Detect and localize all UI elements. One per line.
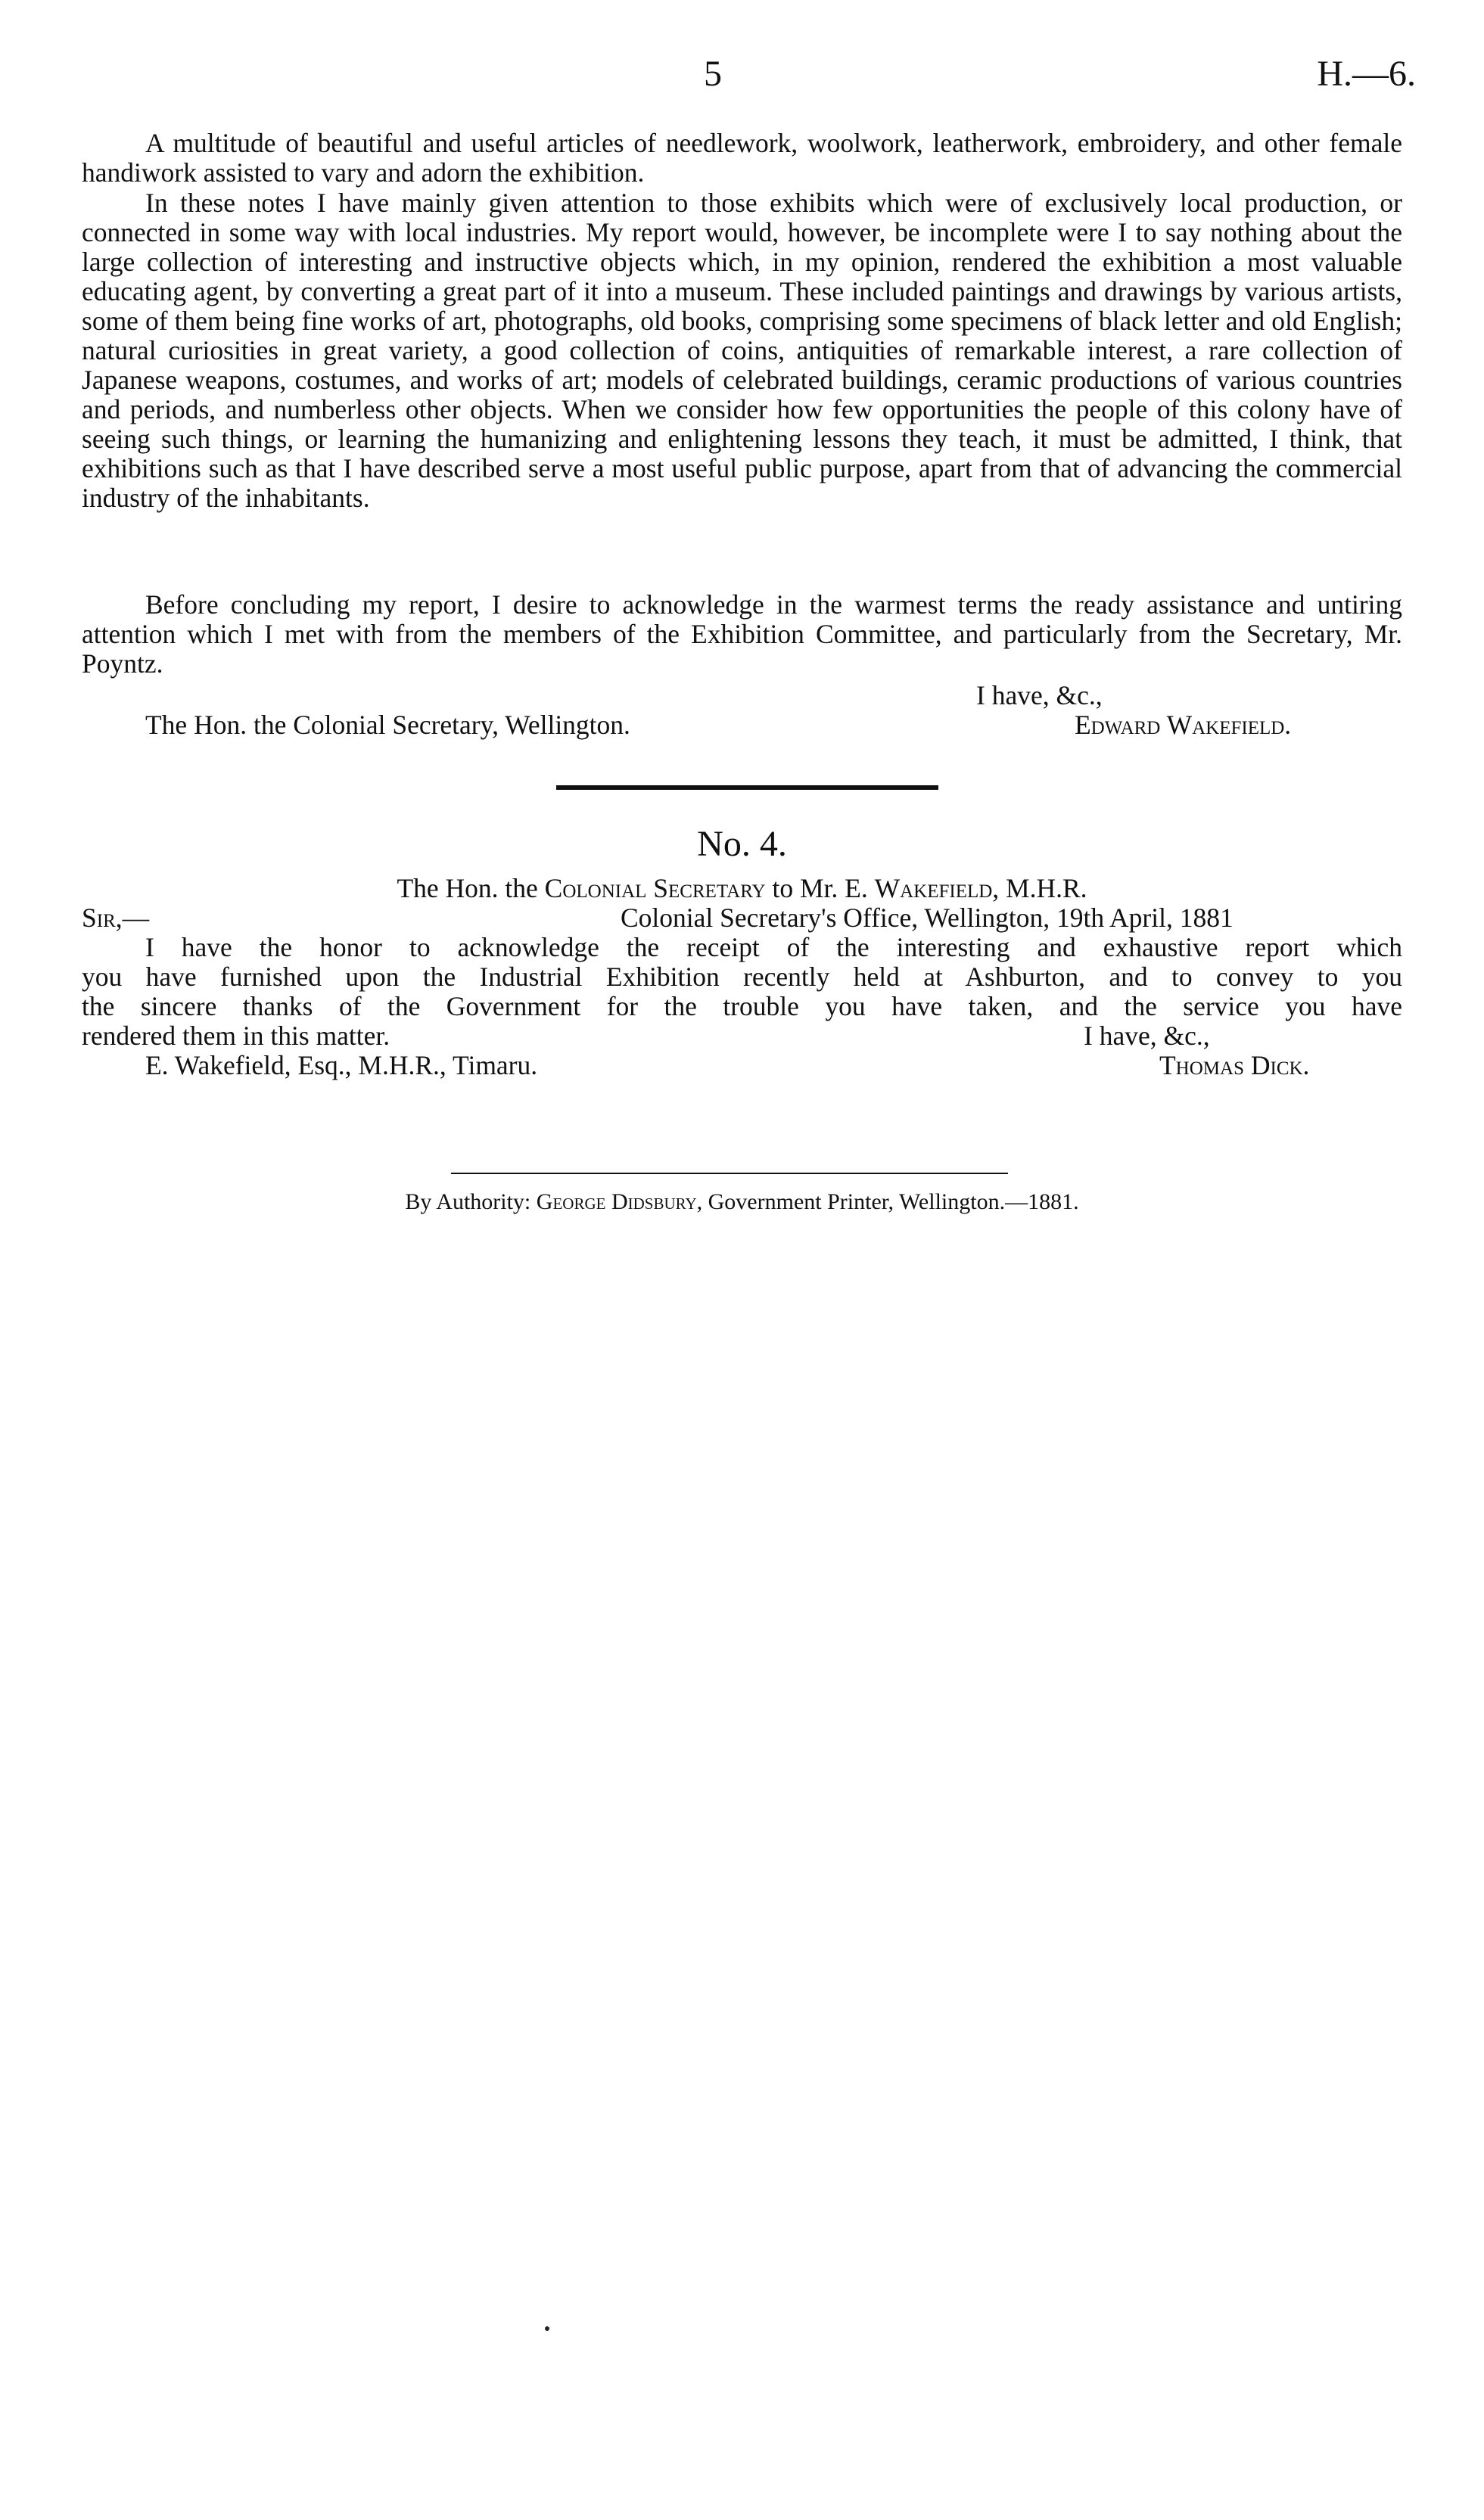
subheading-prefix: The Hon. the — [397, 873, 538, 903]
section-subheading — [0, 872, 1484, 904]
letter-line: I have the honor to acknowledge the receipt of the interesting and exhaustive report which — [145, 932, 1402, 962]
printer-imprint — [0, 1189, 1484, 1215]
letter-line: the sincere thanks of the Government for the trouble you have taken, and the service you have — [82, 991, 1402, 1021]
dateline: Colonial Secretary's Office, Wellington, 19th April, 1881 — [621, 903, 1234, 933]
imprint-divider — [451, 1173, 1008, 1174]
page-number: 5 — [704, 54, 722, 94]
subheading-to: to Mr. E. — [772, 873, 868, 903]
addressee: The Hon. the Colonial Secretary, Wellington. — [145, 710, 630, 740]
subheading-suffix: , M.H.R. — [992, 873, 1087, 903]
subheading-recipient: Wakefield — [874, 873, 993, 903]
paragraph-acknowledgement — [82, 590, 1402, 679]
signature: Thomas Dick. — [1159, 1050, 1310, 1080]
imprint-suffix: , Government Printer, Wellington.—1881. — [696, 1189, 1079, 1214]
letter-line: you have furnished upon the Industrial Exhibition recently held at Ashburton, and to convey to you — [82, 962, 1402, 992]
letter-line: rendered them in this matter. — [82, 1021, 390, 1051]
paragraph-text: A multitude of beautiful and useful articles of needlework, woolwork, leatherwork, embroidery, and other female handiwork assisted to vary and adorn the exhibition. — [82, 128, 1402, 188]
subheading-sender: Colonial Secretary — [544, 873, 766, 903]
paragraph-local-industries — [82, 188, 1402, 513]
paragraph-text: In these notes I have mainly given attention to those exhibits which were of exclusively local production, or connected in some way with local industries. My report would, however, be incomplete were I to say nothing about the large collection of interesting and instructive objects which, in my opinion, rendered the exhibition a most valuable educating agent, by converting a great part of it into a museum. These included paintings and drawings by various artists, some of them being fine works of art, photographs, old books, comprising some specimens of black letter and old English; natural curiosities in great variety, a good collection of coins, antiquities of remarkable interest, a rare collection of Japanese weapons, costumes, and works of art; models of celebrated buildings, ceramic productions of various countries and periods, and numberless other objects. When we consider how few opportunities the people of this colony have of seeing such things, or learning the humanizing and enlightening lessons they teach, it must be admitted, I think, that exhibitions such as that I have described serve a most useful public purpose, apart from that of advancing the commercial industry of the inhabitants. — [82, 188, 1402, 513]
section-divider — [556, 785, 938, 790]
salutation: Sir,— — [82, 903, 150, 933]
signature: Edward Wakefield. — [1075, 710, 1292, 740]
section-heading: No. 4. — [697, 824, 787, 864]
valediction: I have, &c., — [976, 680, 1103, 710]
addressee: E. Wakefield, Esq., M.H.R., Timaru. — [145, 1050, 538, 1080]
paragraph-text: Before concluding my report, I desire to acknowledge in the warmest terms the ready assistance and untiring attention which I met with from the members of the Exhibition Committee, and particularly from the Secretary, Mr. Poyntz. — [82, 589, 1402, 679]
paragraph-needlework — [82, 129, 1402, 188]
ink-speck — [545, 2326, 549, 2331]
imprint-printer: George Didsbury — [536, 1189, 697, 1214]
imprint-prefix: By Authority: — [405, 1189, 531, 1214]
valediction: I have, &c., — [1084, 1021, 1210, 1051]
document-reference: H.—6. — [1317, 54, 1416, 94]
